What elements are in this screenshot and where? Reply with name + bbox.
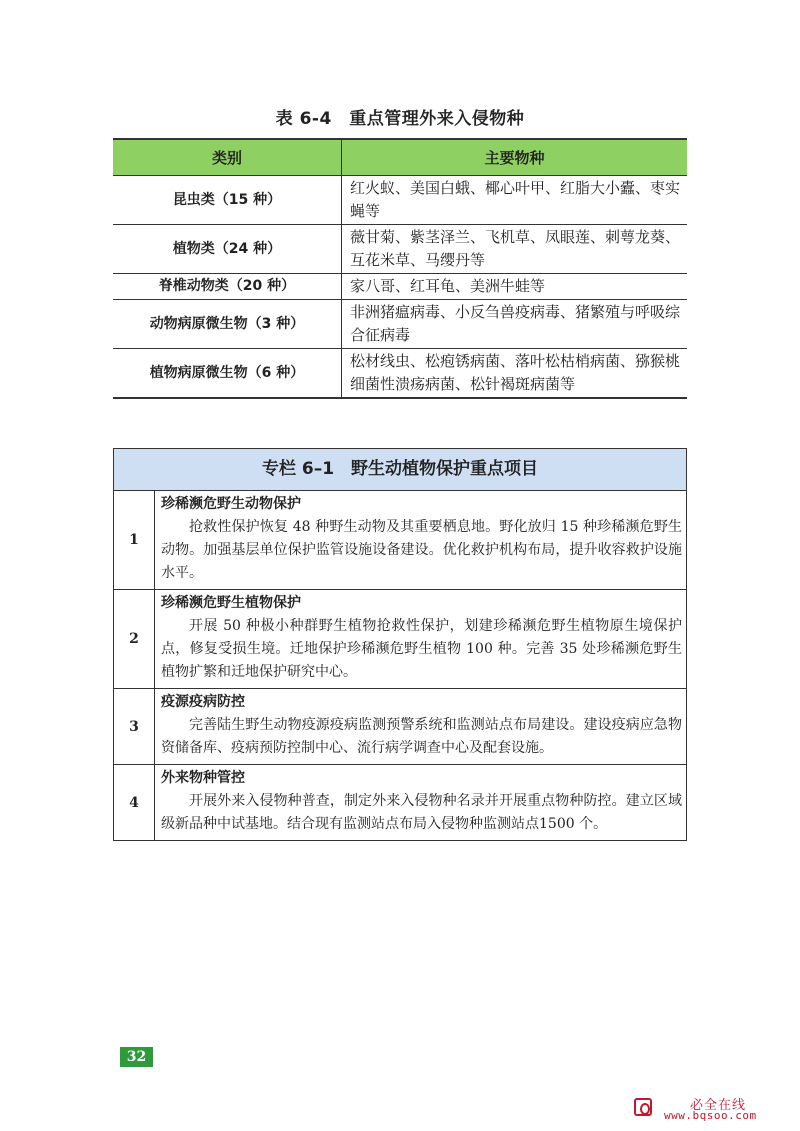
watermark xyxy=(634,1092,784,1124)
item-content xyxy=(155,689,686,764)
watermark-url: www.bqsoo.com xyxy=(664,1109,757,1122)
header-category: 类别 xyxy=(113,139,342,176)
item-body: 完善陆生野生动物疫源疫病监测预警系统和监测站点布局建设。建设疫病应急物资储备库、疫病预防控制中心、流行病学调查中心及配套设施。 xyxy=(161,717,682,756)
project-item xyxy=(114,491,686,590)
header-species: 主要物种 xyxy=(342,139,688,176)
page-number: 32 xyxy=(120,1047,153,1067)
category-cell: 动物病原微生物（3 种） xyxy=(113,300,342,349)
item-heading: 疫源疫病防控 xyxy=(161,694,245,710)
item-number: 3 xyxy=(114,689,155,764)
watermark-name: 必全在线 xyxy=(690,1098,747,1113)
category-cell: 植物类（24 种） xyxy=(113,225,342,274)
table-row xyxy=(113,300,687,349)
item-heading: 珍稀濒危野生动物保护 xyxy=(161,496,301,512)
species-cell: 家八哥、红耳龟、美洲牛蛙等 xyxy=(342,274,688,300)
species-cell: 红火蚁、美国白蛾、椰心叶甲、红脂大小蠹、枣实蝇等 xyxy=(342,176,688,225)
project-item xyxy=(114,765,686,840)
species-cell: 薇甘菊、紫茎泽兰、飞机草、凤眼莲、刺萼龙葵、互花米草、马缨丹等 xyxy=(342,225,688,274)
invasive-species-table xyxy=(113,138,687,399)
table-title: 表 6-4 重点管理外来入侵物种 xyxy=(275,109,525,129)
species-cell: 非洲猪瘟病毒、小反刍兽疫病毒、猪繁殖与呼吸综合征病毒 xyxy=(342,300,688,349)
item-body: 开展 50 种极小种群野生植物抢救性保护，划建珍稀濒危野生植物原生境保护点，修复受损生境。迁地保护珍稀濒危野生植物 100 种。完善 35 处珍稀濒危野生植物扩繁和迁地保护研究中心。 xyxy=(161,618,682,680)
table-row xyxy=(113,176,687,225)
item-number: 2 xyxy=(114,590,155,688)
item-heading: 珍稀濒危野生植物保护 xyxy=(161,595,301,611)
item-body: 开展外来入侵物种普查，制定外来入侵物种名录并开展重点物种防控。建立区域级新品种中试基地。结合现有监测站点布局入侵物种监测站点1500 个。 xyxy=(161,793,682,832)
item-content xyxy=(155,590,686,688)
brand-logo-icon xyxy=(634,1098,652,1116)
item-heading: 外来物种管控 xyxy=(161,770,245,786)
item-number: 4 xyxy=(114,765,155,840)
category-cell: 脊椎动物类（20 种） xyxy=(113,274,342,300)
project-panel xyxy=(113,448,687,841)
table-row xyxy=(113,349,687,399)
category-cell: 昆虫类（15 种） xyxy=(113,176,342,225)
item-number: 1 xyxy=(114,491,155,589)
table-row xyxy=(113,274,687,300)
category-cell: 植物病原微生物（6 种） xyxy=(113,349,342,399)
table-header-row xyxy=(113,139,687,176)
project-item xyxy=(114,689,686,765)
table-row xyxy=(113,225,687,274)
panel-title: 专栏 6–1 野生动植物保护重点项目 xyxy=(114,449,686,491)
item-body: 抢救性保护恢复 48 种野生动物及其重要栖息地。野化放归 15 种珍稀濒危野生动物。加强基层单位保护监管设施设备建设。优化救护机构布局，提升收容救护设施水平。 xyxy=(161,519,682,581)
project-item xyxy=(114,590,686,689)
item-content xyxy=(155,765,686,840)
species-cell: 松材线虫、松疱锈病菌、落叶松枯梢病菌、猕猴桃细菌性溃疡病菌、松针褐斑病菌等 xyxy=(342,349,688,399)
item-content xyxy=(155,491,686,589)
